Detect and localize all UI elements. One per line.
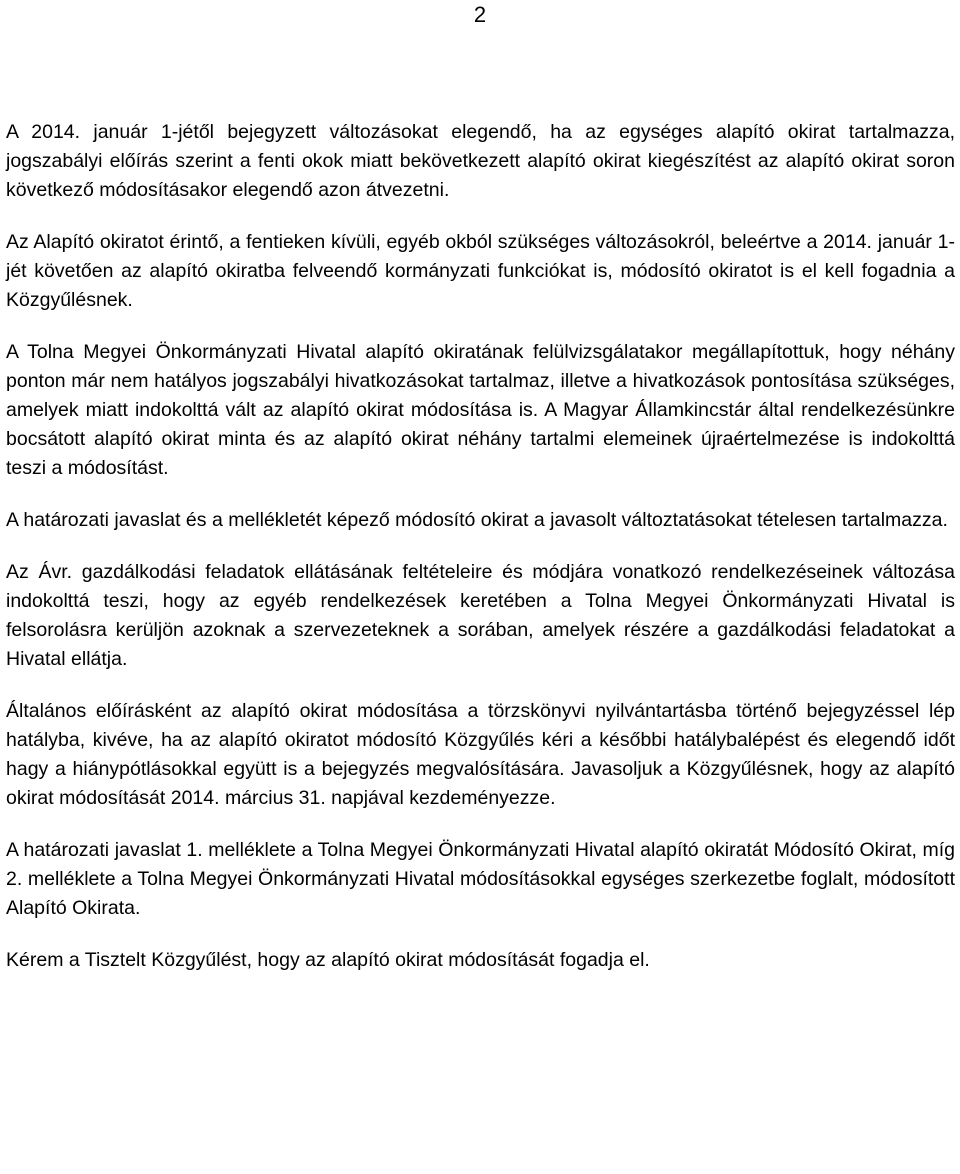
paragraph-3: A Tolna Megyei Önkormányzati Hivatal alapító okiratának felülvizsgálatakor megállapítottuk, hogy néhány ponton már nem hatályos jogszabályi hivatkozásokat tartalmaz, illetve a hivatkozások pontosítása szükséges, amelyek miatt indokolttá vált az alapító okirat módosítása is. A Magyar Államkincstár által rendelkezésünkre bocsátott alapító okirat minta és az alapító okirat néhány tartalmi elemeinek újraértelmezése is indokolttá teszi a módosítást. bbox=[6, 341, 955, 479]
paragraph-2: Az Alapító okiratot érintő, a fentieken kívüli, egyéb okból szükséges változásokról, beleértve a 2014. január 1-jét követően az alapító okiratba felveendő kormányzati funkciókat is, módosító okiratot is el kell fogadnia a Közgyűlésnek. bbox=[6, 231, 955, 311]
paragraph-4: A határozati javaslat és a mellékletét képező módosító okirat a javasolt változtatásokat tételesen tartalmazza. bbox=[6, 509, 948, 531]
page-number: 2 bbox=[473, 2, 487, 27]
paragraph-6: Általános előírásként az alapító okirat módosítása a törzskönyvi nyilvántartásba történő bejegyzéssel lép hatályba, kivéve, ha az alapító okiratot módosító Közgyűlés kéri a későbbi hatálybalépést és elegendő időt hagy a hiánypótlásokkal együtt is a bejegyzés megvalósítására. Javasoljuk a Közgyűlésnek, hogy az alapító okirat módosítását 2014. március 31. napjával kezdeményezze. bbox=[6, 700, 955, 809]
paragraph-1: A 2014. január 1-jétől bejegyzett változásokat elegendő, ha az egységes alapító okirat tartalmazza, jogszabályi előírás szerint a fenti okok miatt bekövetkezett alapító okirat kiegészítést az alapító okirat soron következő módosításakor elegendő azon átvezetni. bbox=[6, 121, 955, 201]
paragraph-8: Kérem a Tisztelt Közgyűlést, hogy az alapító okirat módosítását fogadja el. bbox=[6, 949, 650, 971]
paragraph-5: Az Ávr. gazdálkodási feladatok ellátásának feltételeire és módjára vonatkozó rendelkezéseinek változása indokolttá teszi, hogy az egyéb rendelkezések keretében a Tolna Megyei Önkormányzati Hivatal is felsorolásra kerüljön azoknak a szervezeteknek a sorában, amelyek részére a gazdálkodási feladatokat a Hivatal ellátja. bbox=[6, 561, 955, 670]
paragraph-7: A határozati javaslat 1. melléklete a Tolna Megyei Önkormányzati Hivatal alapító okiratát Módosító Okirat, míg 2. melléklete a Tolna Megyei Önkormányzati Hivatal módosításokkal egységes szerkezetbe foglalt, módosított Alapító Okirata. bbox=[6, 839, 955, 919]
document-body bbox=[6, 118, 955, 998]
